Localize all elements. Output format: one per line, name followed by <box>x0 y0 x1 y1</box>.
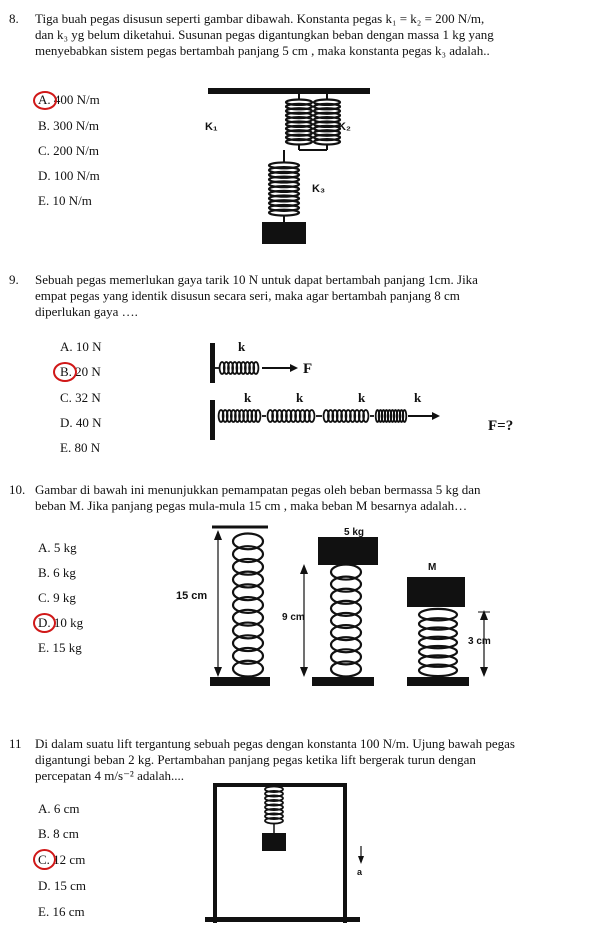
option-letter: B. <box>38 565 50 580</box>
option-text: 15 cm <box>53 878 87 893</box>
option-letter: A. <box>38 92 51 107</box>
option-letter: A. <box>60 339 73 354</box>
option-text: 400 N/m <box>53 92 100 107</box>
question-9-line-1: Sebuah pegas memerlukan gaya tarik 10 N untuk dapat bertambah panjang 1cm. Jika <box>35 272 478 287</box>
lift-wall-right <box>343 783 347 923</box>
option-letter: E. <box>38 904 50 919</box>
label-k3: K₃ <box>312 183 326 195</box>
option-letter: C. <box>60 390 72 405</box>
option-letter: C. <box>38 590 50 605</box>
option-letter: C. <box>38 852 50 867</box>
option-letter: D. <box>38 878 51 893</box>
lift-floor <box>205 917 360 922</box>
option-text: 12 cm <box>53 852 86 867</box>
label-force: F <box>303 361 313 377</box>
option-letter: A. <box>38 801 51 816</box>
question-8-line-3: menyebabkan sistem pegas bertambah panjang 5 cm , maka konstanta pegas k₃ adalah.. <box>35 43 490 58</box>
option-text: 100 N/m <box>53 168 100 183</box>
question-11-line-3: percepatan 4 m/s⁻² adalah.... <box>35 768 185 783</box>
option-text: 32 N <box>75 390 101 405</box>
option-text: 9 kg <box>53 590 76 605</box>
label-k: k <box>244 390 252 405</box>
spring-coil <box>265 818 283 824</box>
option-letter: D. <box>60 415 73 430</box>
option-text: 16 cm <box>52 904 85 919</box>
question-10-number: 10. <box>9 482 26 497</box>
option-letter: C. <box>38 143 50 158</box>
lift-mass <box>262 833 286 851</box>
lift-wall-left <box>213 783 217 923</box>
label-length-1: 15 cm <box>176 590 208 602</box>
option-letter: E. <box>38 193 50 208</box>
question-11-line-2: digantungi beban 2 kg. Pertambahan panjang pegas ketika lift bergerak turun dengan <box>35 752 476 767</box>
option-letter: D. <box>38 615 51 630</box>
option-letter: D. <box>38 168 51 183</box>
label-k: k <box>296 390 304 405</box>
option-text: 10 kg <box>53 615 84 630</box>
question-9-line-3: diperlukan gaya …. <box>35 304 138 319</box>
option-text: 10 N <box>75 339 102 354</box>
question-10-line-1: Gambar di bawah ini menunjukkan pemampatan pegas oleh beban bermassa 5 kg dan <box>35 482 481 497</box>
option-letter: B. <box>38 118 50 133</box>
question-10-line-2: beban M. Jika panjang pegas mula-mula 15 cm , maka beban M besarnya adalah… <box>35 498 468 513</box>
label-mass-1: 5 kg <box>344 527 365 538</box>
question-11-line-1: Di dalam suatu lift tergantung sebuah pegas dengan konstanta 100 N/m. Ujung bawah pegas <box>35 736 515 751</box>
option-letter: B. <box>60 364 72 379</box>
option-text: 6 cm <box>53 801 80 816</box>
label-k2: K₂ <box>338 121 351 133</box>
label-force-unknown: F=? <box>488 418 514 434</box>
question-11-number: 11 <box>9 736 22 751</box>
option-text: 80 N <box>74 440 101 455</box>
option-letter: E. <box>38 640 50 655</box>
option-text: 6 kg <box>53 565 76 580</box>
option-text: 200 N/m <box>53 143 100 158</box>
question-8-number: 8. <box>9 11 19 26</box>
option-text: 5 kg <box>53 540 77 555</box>
label-length-2: 9 cm <box>282 612 305 623</box>
label-acceleration: a <box>357 867 363 877</box>
question-8-line-1: Tiga buah pegas disusun seperti gambar dibawah. Konstanta pegas k₁ = k₂ = 200 N/m, <box>35 11 485 26</box>
option-text: 40 N <box>75 415 102 430</box>
option-text: 10 N/m <box>52 193 92 208</box>
question-9-number: 9. <box>9 272 19 287</box>
label-mass-2: M <box>428 562 437 573</box>
option-text: 20 N <box>75 364 101 379</box>
label-k1: K₁ <box>205 121 218 133</box>
question-9-line-2: empat pegas yang identik disusun secara seri, maka agar bertambah panjang 8 cm <box>35 288 460 303</box>
option-letter: E. <box>60 440 72 455</box>
label-k: k <box>414 390 422 405</box>
option-text: 8 cm <box>53 826 79 841</box>
option-letter: A. <box>38 540 51 555</box>
label-k: k <box>238 339 246 354</box>
option-text: 300 N/m <box>53 118 100 133</box>
label-k: k <box>358 390 366 405</box>
question-8-line-2: dan k₃ yg belum diketahui. Susunan pegas digantungkan beban dengan massa 1 kg yang <box>35 27 494 42</box>
label-length-3: 3 cm <box>468 636 491 647</box>
option-text: 15 kg <box>52 640 82 655</box>
option-letter: B. <box>38 826 50 841</box>
